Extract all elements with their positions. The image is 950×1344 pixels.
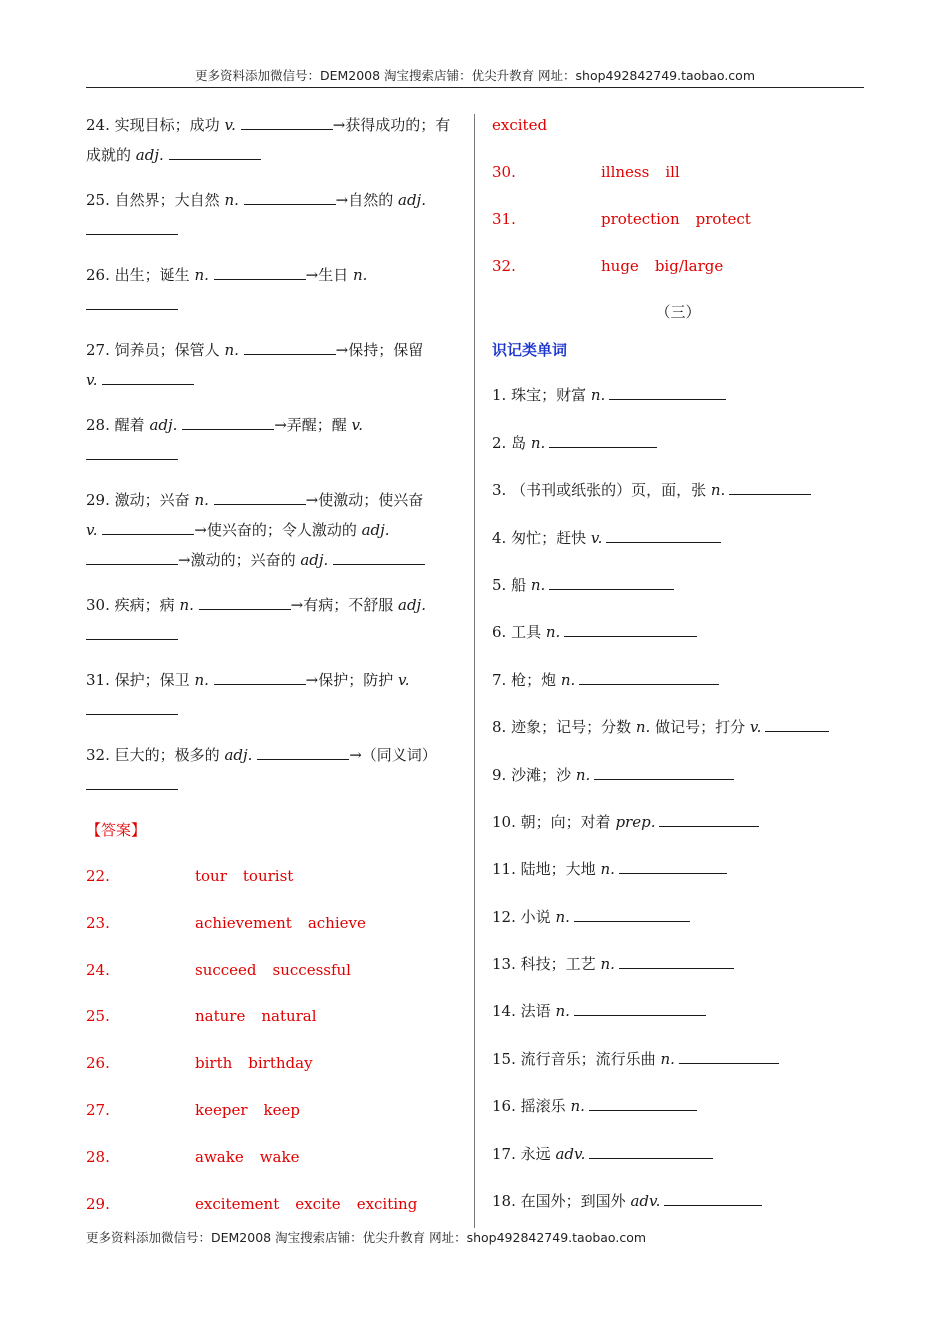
vocab-item: 18. 在国外；到国外 adv. bbox=[492, 1186, 864, 1216]
answer-blank[interactable] bbox=[214, 670, 306, 685]
answer-blank[interactable] bbox=[606, 528, 721, 543]
vocab-item: 13. 科技；工艺 n. bbox=[492, 949, 864, 979]
answer-blank[interactable] bbox=[549, 575, 674, 590]
answer-blank[interactable] bbox=[241, 115, 333, 130]
vocab-item: 11. 陆地；大地 n. bbox=[492, 854, 864, 884]
answer-blank[interactable] bbox=[214, 490, 306, 505]
answer-blank[interactable] bbox=[664, 1191, 762, 1206]
answer-blank[interactable] bbox=[86, 220, 178, 235]
answer-blank[interactable] bbox=[679, 1049, 779, 1064]
answer-blank[interactable] bbox=[589, 1096, 697, 1111]
answer-blank[interactable] bbox=[765, 717, 829, 732]
answer-blank[interactable] bbox=[86, 625, 178, 640]
vocab-item: 7. 枪；炮 n. bbox=[492, 665, 864, 695]
answer-blank[interactable] bbox=[182, 415, 274, 430]
answer-blank[interactable] bbox=[244, 340, 336, 355]
answer-row: 31. protection protect bbox=[492, 209, 751, 228]
answer-blank[interactable] bbox=[729, 480, 811, 495]
vocab-item: 10. 朝；向；对着 prep. bbox=[492, 807, 864, 837]
answer-blank[interactable] bbox=[244, 190, 336, 205]
answer-row: 30. illness ill bbox=[492, 163, 680, 181]
answer-blank[interactable] bbox=[619, 859, 727, 874]
page-footer: 更多资料添加微信号：DEM2008 淘宝搜索店铺：优尖升教育 网址：shop492842749.taobao.com bbox=[86, 1230, 647, 1245]
answer-row: 23. achievement achieve bbox=[86, 913, 366, 932]
answer-blank[interactable] bbox=[86, 550, 178, 565]
answer-blank[interactable] bbox=[169, 145, 261, 160]
question-26: 26. 出生；诞生 n. →生日 n. bbox=[86, 260, 458, 320]
answer-blank[interactable] bbox=[214, 265, 306, 280]
answer-heading: 【答案】 bbox=[86, 821, 147, 839]
answer-blank[interactable] bbox=[574, 1001, 706, 1016]
answer-blank[interactable] bbox=[574, 907, 690, 922]
question-27: 27. 饲养员；保管人 n. →保持；保留 v. bbox=[86, 341, 424, 389]
question-31: 31. 保护；保卫 n. →保护；防护 v. bbox=[86, 665, 458, 725]
answer-blank[interactable] bbox=[579, 670, 719, 685]
section-subtitle: 识记类单词 bbox=[492, 341, 568, 360]
vocab-item: 14. 法语 n. bbox=[492, 996, 864, 1026]
left-column bbox=[86, 110, 458, 1235]
section-title: （三） bbox=[655, 303, 701, 322]
answer-row: 25. nature natural bbox=[86, 1007, 317, 1026]
answer-blank[interactable] bbox=[86, 775, 178, 790]
answer-row: 32. huge big/large bbox=[492, 256, 724, 275]
answer-blank[interactable] bbox=[86, 700, 178, 715]
vocab-item: 3. （书刊或纸张的）页，面，张 n. bbox=[492, 475, 864, 505]
question-29: 29. 激动；兴奋 n. →使激动；使兴奋 v. →使兴奋的；令人激动的 adj. →激动的；兴奋的 adj. bbox=[86, 491, 424, 569]
answer-blank[interactable] bbox=[609, 385, 726, 400]
answer-blank[interactable] bbox=[333, 550, 425, 565]
page-header: 更多资料添加微信号：DEM2008 淘宝搜索店铺：优尖升教育 网址：shop492842749.taobao.com bbox=[194, 68, 756, 83]
question-30: 30. 疾病；病 n. →有病；不舒服 adj. bbox=[86, 590, 458, 650]
answer-row: 26. birth birthday bbox=[86, 1054, 313, 1073]
question-28: 28. 醒着 adj. →弄醒；醒 v. bbox=[86, 410, 458, 470]
answer-blank[interactable] bbox=[619, 954, 734, 969]
answer-row: 22. tour tourist bbox=[86, 867, 294, 885]
vocab-item: 9. 沙滩；沙 n. bbox=[492, 760, 864, 790]
vocab-item: 12. 小说 n. bbox=[492, 902, 864, 932]
answer-row: 24. succeed successful bbox=[86, 960, 351, 979]
answer-row: 27. keeper keep bbox=[86, 1100, 300, 1119]
vocab-item: 4. 匆忙；赶快 v. bbox=[492, 523, 864, 553]
question-24: 24. 实现目标；成功 v. →获得成功的；有成就的 adj. bbox=[86, 116, 451, 164]
column-divider bbox=[474, 114, 475, 1228]
vocab-item: 5. 船 n. bbox=[492, 570, 864, 600]
answer-row: 29. excitement excite exciting bbox=[86, 1194, 418, 1213]
header-rule bbox=[86, 87, 864, 88]
vocab-item: 6. 工具 n. bbox=[492, 617, 864, 647]
question-32: 32. 巨大的；极多的 adj. →（同义词） bbox=[86, 740, 458, 800]
vocab-item: 1. 珠宝；财富 n. bbox=[492, 380, 864, 410]
vocab-item: 17. 永远 adv. bbox=[492, 1139, 864, 1169]
question-25: 25. 自然界；大自然 n. →自然的 adj. bbox=[86, 185, 458, 245]
vocab-item: 15. 流行音乐；流行乐曲 n. bbox=[492, 1044, 864, 1074]
vocab-item: 16. 摇滚乐 n. bbox=[492, 1091, 864, 1121]
answer-blank[interactable] bbox=[659, 812, 759, 827]
answer-blank[interactable] bbox=[102, 370, 194, 385]
answer-blank[interactable] bbox=[564, 622, 697, 637]
answer-blank[interactable] bbox=[102, 520, 194, 535]
right-column bbox=[492, 110, 864, 1233]
answer-blank[interactable] bbox=[86, 295, 178, 310]
vocab-item: 2. 岛 n. bbox=[492, 428, 864, 458]
answer-blank[interactable] bbox=[594, 765, 734, 780]
answer-row: 28. awake wake bbox=[86, 1147, 300, 1166]
answer-blank[interactable] bbox=[549, 433, 657, 448]
answer-blank[interactable] bbox=[589, 1144, 713, 1159]
vocab-item: 8. 迹象；记号；分数 n. 做记号；打分 v. bbox=[492, 712, 864, 742]
answer-blank[interactable] bbox=[199, 595, 291, 610]
answer-continued: excited bbox=[492, 116, 548, 134]
answer-blank[interactable] bbox=[257, 745, 349, 760]
answer-blank[interactable] bbox=[86, 445, 178, 460]
